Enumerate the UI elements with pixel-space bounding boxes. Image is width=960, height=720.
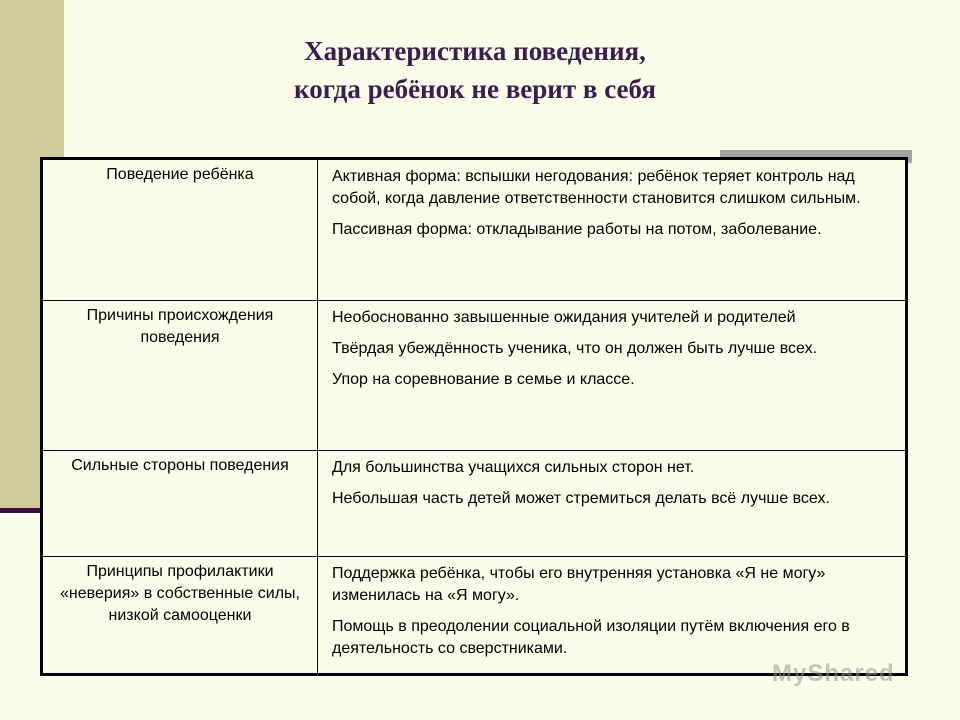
title-line-1: Характеристика поведения,	[304, 36, 646, 66]
row-label: Поведение ребёнка	[42, 159, 318, 301]
row-paragraph: Небольшая часть детей может стремиться делать всё лучше всех.	[332, 490, 830, 507]
row-paragraph: Поддержка ребёнка, чтобы его внутренняя установка «Я не могу» изменилась на «Я могу».	[332, 565, 826, 604]
row-label: Причины происхождения поведения	[42, 301, 318, 451]
watermark-logo: MyShared	[772, 660, 895, 687]
row-paragraph: Необоснованно завышенные ожидания учителей и родителей	[332, 309, 796, 326]
row-paragraph: Пассивная форма: откладывание работы на потом, заболевание.	[332, 221, 822, 238]
table-row	[42, 301, 907, 451]
row-paragraph: Активная форма: вспышки негодования: ребёнок теряет контроль над собой, когда давление ответственности становится слишком сильным.	[332, 168, 861, 207]
table-row	[42, 451, 907, 557]
row-content	[318, 301, 907, 451]
row-paragraph: Упор на соревнование в семье и классе.	[332, 371, 635, 388]
table-row	[42, 557, 907, 675]
row-paragraph: Для большинства учащихся сильных сторон нет.	[332, 459, 695, 476]
page-title	[0, 32, 960, 108]
table-row	[42, 159, 907, 301]
row-content	[318, 451, 907, 557]
row-paragraph: Твёрдая убеждённость ученика, что он должен быть лучше всех.	[332, 340, 818, 357]
behavior-table	[40, 157, 908, 676]
title-line-2: когда ребёнок не верит в себя	[294, 74, 656, 104]
row-label: Сильные стороны поведения	[42, 451, 318, 557]
row-content	[318, 159, 907, 301]
row-label: Принципы профилактики «неверия» в собственные силы, низкой самооценки	[42, 557, 318, 675]
row-paragraph: Помощь в преодолении социальной изоляции путём включения его в деятельность со сверстниками.	[332, 618, 850, 657]
row-content	[318, 557, 907, 675]
